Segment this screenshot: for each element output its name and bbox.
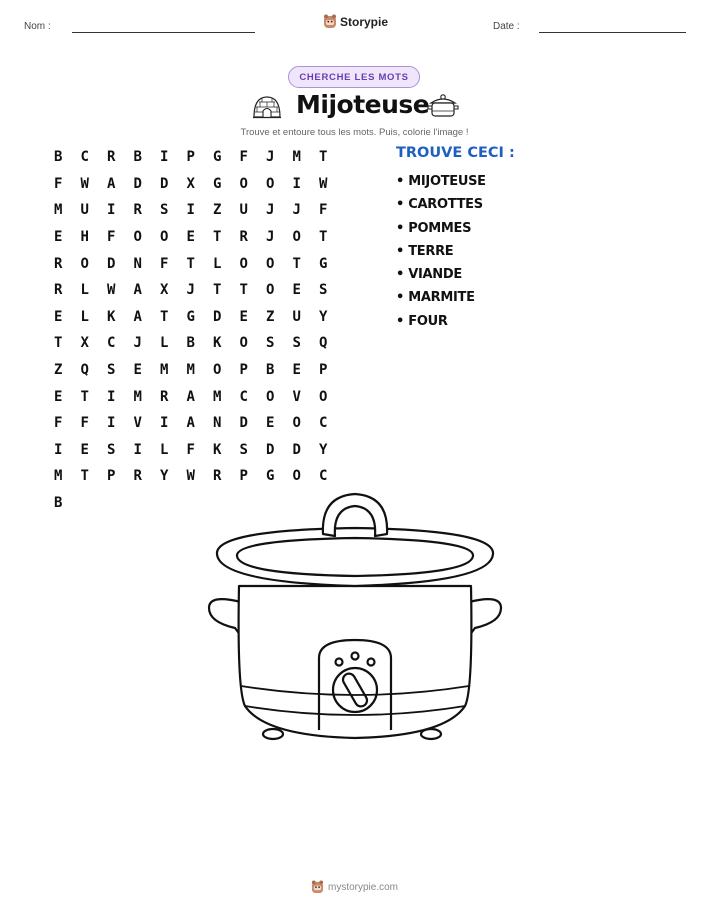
grid-letter[interactable]: M [160, 362, 169, 379]
grid-letter[interactable]: T [80, 468, 89, 485]
grid-letter[interactable]: V [133, 415, 142, 432]
grid-letter[interactable]: I [186, 202, 195, 219]
grid-letter[interactable]: O [266, 255, 275, 272]
footer-url[interactable]: mystorypie.com [327, 881, 398, 893]
grid-letter[interactable]: L [80, 308, 89, 325]
grid-letter[interactable]: U [292, 308, 301, 325]
grid-letter[interactable]: Q [80, 362, 89, 379]
grid-letter[interactable]: J [266, 149, 275, 166]
grid-letter[interactable]: E [54, 308, 63, 325]
grid-letter[interactable]: K [213, 441, 222, 458]
grid-letter[interactable]: M [54, 202, 63, 219]
grid-letter[interactable]: W [186, 468, 195, 485]
grid-letter[interactable]: F [54, 175, 63, 192]
grid-letter[interactable]: W [107, 282, 116, 299]
grid-letter[interactable]: W [319, 175, 328, 192]
igloo-icon [252, 93, 282, 119]
grid-letter[interactable]: B [54, 149, 63, 166]
grid-letter[interactable]: O [292, 415, 301, 432]
grid-letter[interactable]: F [160, 255, 169, 272]
grid-letter[interactable]: N [133, 255, 142, 272]
grid-letter[interactable]: S [107, 441, 116, 458]
grid-letter[interactable]: A [186, 388, 195, 405]
grid-letter[interactable]: E [266, 415, 275, 432]
slow-cooker-illustration [205, 490, 505, 745]
grid-letter[interactable]: M [133, 388, 142, 405]
brand-name: Storypie [340, 14, 389, 29]
grid-letter[interactable]: F [239, 149, 248, 166]
grid-letter[interactable]: J [133, 335, 142, 352]
grid-letter[interactable]: C [80, 149, 89, 166]
grid-letter[interactable]: H [80, 229, 89, 246]
grid-letter[interactable]: E [292, 282, 301, 299]
grid-letter[interactable]: P [239, 468, 248, 485]
grid-letter[interactable]: T [239, 282, 248, 299]
grid-letter[interactable]: M [213, 388, 222, 405]
grid-letter[interactable]: I [160, 149, 169, 166]
grid-letter[interactable]: U [239, 202, 248, 219]
grid-letter[interactable]: T [80, 388, 89, 405]
grid-letter[interactable]: X [186, 175, 195, 192]
grid-letter[interactable]: B [186, 335, 195, 352]
grid-letter[interactable]: G [186, 308, 195, 325]
grid-letter[interactable]: D [213, 308, 222, 325]
grid-letter[interactable]: I [107, 202, 116, 219]
storypie-mascot-icon [311, 880, 324, 894]
grid-letter[interactable]: A [186, 415, 195, 432]
grid-letter[interactable]: I [292, 175, 301, 192]
grid-letter[interactable]: B [133, 149, 142, 166]
grid-letter[interactable]: O [266, 282, 275, 299]
grid-letter[interactable]: Q [319, 335, 328, 352]
grid-letter[interactable]: I [107, 415, 116, 432]
grid-letter[interactable]: T [213, 229, 222, 246]
grid-letter[interactable]: A [133, 282, 142, 299]
grid-letter[interactable]: E [133, 362, 142, 379]
footer [0, 880, 709, 894]
grid-letter[interactable]: L [160, 335, 169, 352]
instructions: Trouve et entoure tous les mots. Puis, colorie l'image ! [240, 127, 469, 138]
grid-letter[interactable]: D [160, 175, 169, 192]
grid-letter[interactable]: Y [160, 468, 169, 485]
grid-letter[interactable]: C [107, 335, 116, 352]
grid-letter[interactable]: C [239, 388, 248, 405]
grid-letter[interactable]: I [107, 388, 116, 405]
word-search-grid[interactable] [45, 144, 337, 516]
grid-letter[interactable]: A [107, 175, 116, 192]
storypie-logo [323, 14, 388, 29]
grid-letter[interactable]: O [266, 388, 275, 405]
word-list-item: • VIANDE [396, 267, 462, 283]
grid-letter[interactable]: I [54, 441, 63, 458]
grid-letter[interactable]: O [292, 468, 301, 485]
grid-letter[interactable]: J [266, 202, 275, 219]
grid-letter[interactable]: S [266, 335, 275, 352]
grid-letter[interactable]: Y [319, 308, 328, 325]
grid-letter[interactable]: R [54, 282, 63, 299]
grid-letter[interactable]: Z [54, 362, 63, 379]
grid-letter[interactable]: T [213, 282, 222, 299]
word-list-item: • CAROTTES [396, 197, 483, 213]
grid-letter[interactable]: F [80, 415, 89, 432]
grid-letter[interactable]: S [319, 282, 328, 299]
word-list-title: TROUVE CECI : [396, 145, 515, 161]
grid-letter[interactable]: E [239, 308, 248, 325]
grid-letter[interactable]: I [160, 415, 169, 432]
grid-letter[interactable]: N [213, 415, 222, 432]
grid-letter[interactable]: Y [319, 441, 328, 458]
grid-letter[interactable]: R [107, 149, 116, 166]
grid-letter[interactable]: O [160, 229, 169, 246]
grid-letter[interactable]: L [160, 441, 169, 458]
grid-letter[interactable]: R [133, 468, 142, 485]
grid-letter[interactable]: D [239, 415, 248, 432]
category-badge: CHERCHE LES MOTS [288, 66, 420, 88]
grid-letter[interactable]: J [292, 202, 301, 219]
grid-letter[interactable]: U [80, 202, 89, 219]
word-list-item: • MIJOTEUSE [396, 174, 486, 189]
grid-letter[interactable]: T [319, 149, 328, 166]
grid-letter[interactable]: A [133, 308, 142, 325]
grid-letter[interactable]: F [319, 202, 328, 219]
grid-letter[interactable]: S [292, 335, 301, 352]
name-line[interactable] [72, 32, 255, 33]
grid-letter[interactable]: P [107, 468, 116, 485]
grid-letter[interactable]: T [160, 308, 169, 325]
storypie-mascot-icon [323, 14, 337, 29]
grid-letter[interactable]: T [54, 335, 63, 352]
page-title: Mijoteuse [296, 90, 430, 119]
grid-letter[interactable]: E [292, 362, 301, 379]
grid-letter[interactable]: O [80, 255, 89, 272]
date-line[interactable] [539, 32, 686, 33]
word-list [396, 170, 486, 333]
grid-letter[interactable]: S [107, 362, 116, 379]
grid-letter[interactable]: O [292, 229, 301, 246]
word-list-item: • TERRE [396, 243, 454, 259]
grid-letter[interactable]: C [319, 415, 328, 432]
grid-letter[interactable]: E [186, 229, 195, 246]
grid-letter[interactable]: O [239, 255, 248, 272]
grid-letter[interactable]: O [239, 335, 248, 352]
word-list-item: • MARMITE [396, 290, 475, 306]
grid-letter[interactable]: L [213, 255, 222, 272]
word-list-item: • FOUR [396, 313, 448, 329]
grid-letter[interactable]: Z [266, 308, 275, 325]
grid-letter[interactable]: D [266, 441, 275, 458]
grid-letter[interactable]: S [239, 441, 248, 458]
grid-letter[interactable]: G [213, 149, 222, 166]
grid-letter[interactable]: K [213, 335, 222, 352]
grid-letter[interactable]: Z [213, 202, 222, 219]
grid-letter[interactable]: F [186, 441, 195, 458]
grid-letter[interactable]: W [80, 175, 89, 192]
grid-letter[interactable]: X [80, 335, 89, 352]
grid-letter[interactable]: J [266, 229, 275, 246]
grid-letter[interactable]: O [319, 388, 328, 405]
grid-letter[interactable]: M [54, 468, 63, 485]
grid-letter[interactable]: G [319, 255, 328, 272]
grid-letter[interactable]: C [319, 468, 328, 485]
grid-letter[interactable]: R [160, 388, 169, 405]
grid-letter[interactable]: D [133, 175, 142, 192]
grid-letter[interactable]: B [54, 495, 63, 512]
grid-letter[interactable]: E [54, 388, 63, 405]
grid-letter[interactable]: B [266, 362, 275, 379]
name-label: Nom : [24, 21, 51, 32]
grid-letter[interactable]: E [80, 441, 89, 458]
grid-letter[interactable]: D [107, 255, 116, 272]
grid-letter[interactable]: G [213, 175, 222, 192]
grid-letter[interactable]: T [186, 255, 195, 272]
grid-letter[interactable]: O [133, 229, 142, 246]
grid-letter[interactable]: M [292, 149, 301, 166]
grid-letter[interactable]: L [80, 282, 89, 299]
grid-letter[interactable]: X [160, 282, 169, 299]
grid-letter[interactable]: P [239, 362, 248, 379]
grid-letter[interactable]: J [186, 282, 195, 299]
grid-letter[interactable]: T [292, 255, 301, 272]
grid-letter[interactable]: R [213, 468, 222, 485]
grid-letter[interactable]: V [292, 388, 301, 405]
grid-letter[interactable]: K [107, 308, 116, 325]
grid-letter[interactable]: P [319, 362, 328, 379]
grid-letter[interactable]: E [54, 229, 63, 246]
grid-letter[interactable]: M [186, 362, 195, 379]
grid-letter[interactable]: I [133, 441, 142, 458]
grid-letter[interactable]: R [239, 229, 248, 246]
grid-letter[interactable]: R [133, 202, 142, 219]
grid-letter[interactable]: O [239, 175, 248, 192]
grid-letter[interactable]: T [319, 229, 328, 246]
grid-letter[interactable]: F [54, 415, 63, 432]
grid-letter[interactable]: D [292, 441, 301, 458]
cooking-pot-icon [426, 92, 460, 120]
grid-letter[interactable]: G [266, 468, 275, 485]
grid-letter[interactable]: O [266, 175, 275, 192]
grid-letter[interactable]: F [107, 229, 116, 246]
date-label: Date : [493, 21, 520, 32]
grid-letter[interactable]: O [213, 362, 222, 379]
word-list-item: • POMMES [396, 220, 472, 236]
grid-letter[interactable]: R [54, 255, 63, 272]
grid-letter[interactable]: S [160, 202, 169, 219]
grid-letter[interactable]: P [186, 149, 195, 166]
